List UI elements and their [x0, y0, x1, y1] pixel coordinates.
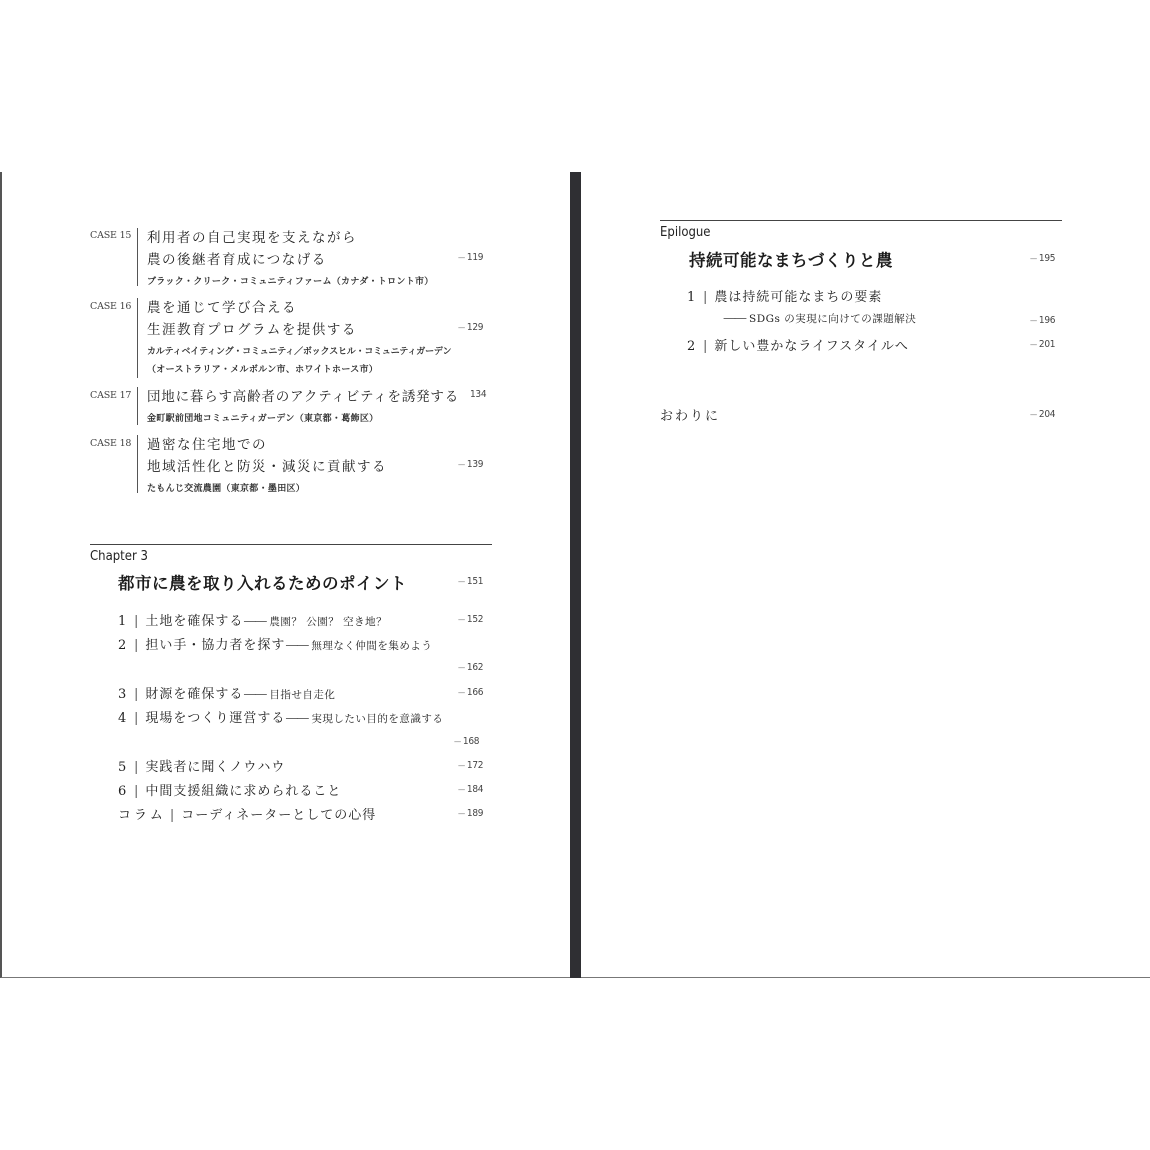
case-16-label: CASE 16: [90, 301, 132, 312]
case-15-bar: [137, 228, 138, 286]
case-15-title-line2: 農の後継者育成につなげる: [147, 252, 327, 268]
toc-item-3-page: — 166: [458, 687, 483, 698]
epilogue-item-2: 2 | 新しい豊かなライフスタイルへ: [687, 339, 909, 354]
toc-item-title: コーディネーターとしての心得: [181, 808, 377, 823]
toc-item-5: 5 | 実践者に聞くノウハウ: [118, 760, 286, 775]
toc-item-2-page: — 162: [458, 662, 483, 673]
toc-item-subtitle: 実現したい目的を意識する: [311, 713, 444, 725]
toc-item-subtitle: 無理なく仲間を集めよう: [311, 640, 433, 652]
toc-item-number: 6: [118, 784, 128, 799]
toc-item-title: 農は持続可能なまちの要素: [714, 290, 883, 305]
case-17-label: CASE 17: [90, 390, 132, 401]
chapter-title: 都市に農を取り入れるためのポイント: [118, 574, 407, 593]
case-16-page: — 129: [458, 322, 483, 333]
toc-item-number: 1: [118, 614, 128, 629]
toc-item-6-page: — 184: [458, 784, 483, 795]
case-15-subtitle: ブラック・クリーク・コミュニティファーム（カナダ・トロント市）: [147, 277, 434, 287]
toc-item-1: 1 | 土地を確保する—— 農園？ 公園？ 空き地？: [118, 614, 388, 629]
epilogue-rule: [660, 220, 1062, 221]
toc-item-title: 土地を確保する: [145, 614, 244, 629]
epilogue-page: — 195: [1030, 253, 1055, 264]
case-15-page: — 119: [458, 252, 483, 263]
toc-column: コラム | コーディネーターとしての心得: [118, 808, 377, 823]
epilogue-item-1-sub-page: — 196: [1030, 315, 1055, 326]
toc-item-1-page: — 152: [458, 614, 483, 625]
toc-item-number: 3: [118, 687, 128, 702]
case-16-subtitle-line2: （オーストラリア・メルボルン市、ホワイトホース市）: [147, 365, 379, 375]
epilogue-label: Epilogue: [660, 225, 711, 240]
toc-item-number: 2: [118, 638, 128, 653]
toc-item-title: 現場をつくり運営する: [145, 711, 286, 726]
epilogue-item-1: 1 | 農は持続可能なまちの要素: [687, 290, 883, 305]
case-18-bar: [137, 435, 138, 493]
toc-item-number: 1: [687, 290, 697, 305]
case-18-title-line2: 地域活性化と防災・減災に貢献する: [147, 459, 387, 475]
toc-item-title: 担い手・協力者を探す: [145, 638, 286, 653]
toc-column-page: — 189: [458, 808, 483, 819]
case-15-title-line1: 利用者の自己実現を支えながら: [147, 230, 357, 246]
case-18-title-line1: 過密な住宅地での: [147, 437, 267, 453]
case-16-subtitle-line1: カルティベイティング・コミュニティ／ボックスヒル・コミュニティガーデン: [147, 347, 452, 357]
toc-item-number: 2: [687, 339, 697, 354]
toc-item-number: 5: [118, 760, 128, 775]
toc-item-title: 中間支援組織に求められること: [145, 784, 342, 799]
toc-item-subtitle: SDGs の実現に向けての課題解決: [749, 313, 917, 325]
chapter-label: Chapter 3: [90, 549, 148, 564]
epilogue-item-1-sub: —— SDGs の実現に向けての課題解決: [723, 311, 917, 326]
case-16-title-line2: 生涯教育プログラムを提供する: [147, 322, 357, 338]
case-18-page: — 139: [458, 459, 483, 470]
toc-item-4: 4 | 現場をつくり運営する—— 実現したい目的を意識する: [118, 711, 444, 726]
chapter-rule: [90, 544, 492, 545]
case-17-subtitle: 金町駅前団地コミュニティガーデン（東京都・葛飾区）: [147, 414, 379, 424]
toc-item-number: 4: [118, 711, 128, 726]
closing-title: おわりに: [660, 409, 721, 424]
chapter-page: — 151: [458, 576, 483, 587]
left-page: [0, 172, 570, 978]
right-page: [581, 172, 1150, 978]
toc-item-2: 2 | 担い手・協力者を探す—— 無理なく仲間を集めよう: [118, 638, 433, 653]
case-18-label: CASE 18: [90, 438, 132, 449]
case-17-title-line1: 団地に暮らす高齢者のアクティビティを誘発する: [147, 389, 460, 405]
case-17-page: 134: [470, 389, 487, 400]
closing-page: — 204: [1030, 409, 1055, 420]
toc-item-4-page: — 168: [454, 736, 479, 747]
toc-item-title: 実践者に聞くノウハウ: [145, 760, 286, 775]
toc-column-label: コラム: [118, 808, 166, 823]
toc-item-title: 新しい豊かなライフスタイルへ: [714, 339, 909, 354]
toc-item-5-page: — 172: [458, 760, 483, 771]
case-16-bar: [137, 298, 138, 378]
case-16-title-line1: 農を通じて学び合える: [147, 300, 297, 316]
toc-item-subtitle: 農園？ 公園？ 空き地？: [269, 616, 388, 628]
case-18-subtitle: たもんじ交流農園（東京都・墨田区）: [147, 484, 306, 494]
book-spine: [570, 172, 581, 978]
case-17-bar: [137, 387, 138, 425]
toc-item-3: 3 | 財源を確保する—— 目指せ自走化: [118, 687, 336, 702]
toc-item-6: 6 | 中間支援組織に求められること: [118, 784, 342, 799]
epilogue-item-2-page: — 201: [1030, 339, 1055, 350]
toc-item-title: 財源を確保する: [145, 687, 244, 702]
toc-item-subtitle: 目指せ自走化: [269, 689, 336, 701]
case-15-label: CASE 15: [90, 230, 132, 241]
epilogue-title: 持続可能なまちづくりと農: [689, 251, 893, 270]
